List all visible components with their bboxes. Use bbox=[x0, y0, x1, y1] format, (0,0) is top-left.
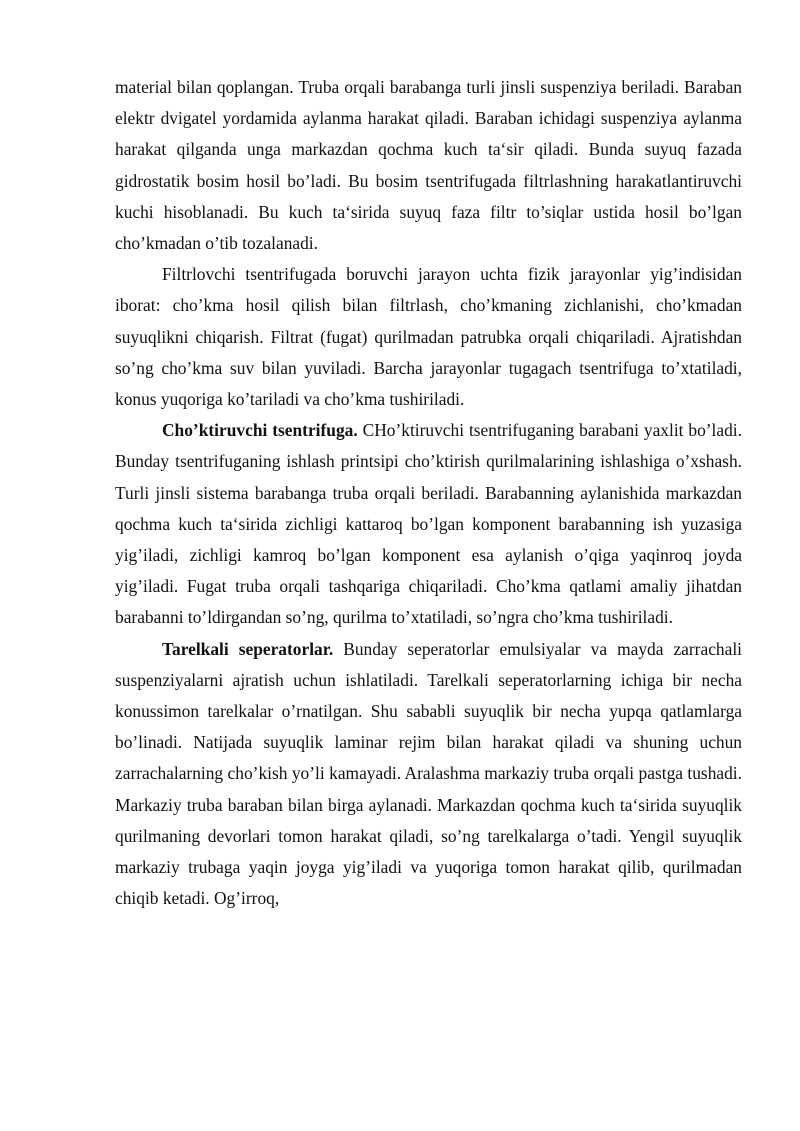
document-body bbox=[115, 72, 742, 914]
paragraph-text: Filtrlovchi tsentrifugada boruvchi jarayon uchta fizik jarayonlar yig’indisidan iborat: cho’kma hosil qilish bilan filtrlash, cho’kmaning zichlanishi, cho’kmadan suyuqlikni chiqarish. Filtrat (fugat) qurilmadan patrubka orqali chiqariladi. Ajratishdan so’ng cho’kma suv bilan yuviladi. Barcha jarayonlar tugagach tsentrifuga to’xtatiladi, konus yuqoriga ko’tariladi va cho’kma tushiriladi. bbox=[115, 264, 742, 410]
term-heading: Cho’ktiruvchi tsentrifuga. bbox=[162, 420, 358, 441]
paragraph-settling-centrifuge bbox=[115, 415, 742, 633]
term-heading: Tarelkali seperatorlar. bbox=[162, 638, 334, 659]
paragraph-text: CHo’ktiruvchi tsentrifuganing barabani yaxlit bo’ladi. Bunday tsentrifuganing ishlash printsipi cho’ktirish qurilmalarining ishlashiga o’xshash. Turli jinsli sistema barabanga truba orqali beriladi. Barabanning aylanishida markazdan qochma kuch ta‘sirida zichligi kattaroq bo’lgan komponent barabanning ish yuzasiga yig’iladi, zichligi kamroq bo’lgan komponent esa aylanish o’qiga yaqinroq joyda yig’iladi. Fugat truba orqali tashqariga chiqariladi. Cho’kma qatlami amaliy jihatdan barabanni to’ldirgandan so’ng, qurilma to’xtatiladi, so’ngra cho’kma tushiriladi. bbox=[115, 420, 742, 628]
paragraph-filtering-process bbox=[115, 259, 742, 415]
paragraph-continuation bbox=[115, 72, 742, 259]
paragraph-disc-separators bbox=[115, 634, 742, 915]
paragraph-text: material bilan qoplangan. Truba orqali barabanga turli jinsli suspenziya beriladi. Baraban elektr dvigatel yordamida aylanma harakat qiladi. Baraban ichidagi suspenziya aylanma harakat qilganda unga markazdan qochma kuch ta‘sir qiladi. Bunda suyuq fazada gidrostatik bosim hosil bo’ladi. Bu bosim tsentrifugada filtrlashning harakatlantiruvchi kuchi hisoblanadi. Bu kuch ta‘sirida suyuq faza filtr to’siqlar ustida hosil bo’lgan cho’kmadan o’tib tozalanadi. bbox=[115, 77, 742, 254]
paragraph-text: Bunday seperatorlar emulsiyalar va mayda zarrachali suspenziyalarni ajratish uchun ishlatiladi. Tarelkali seperatorlarning ichiga bir necha konussimon tarelkalar o’rnatilgan. Shu sababli suyuqlik bir necha yupqa qatlamlarga bo’linadi. Natijada suyuqlik laminar rejim bilan harakat qiladi va shuning uchun zarrachalarning cho’kish yo’li kamayadi. Aralashma markaziy truba orqali pastga tushadi. Markaziy truba baraban bilan birga aylanadi. Markazdan qochma kuch ta‘sirida suyuqlik qurilmaning devorlari tomon harakat qiladi, so’ng tarelkalarga o’tadi. Yengil suyuqlik markaziy trubaga yaqin joyga yig’iladi va yuqoriga tomon harakat qilib, qurilmadan chiqib ketadi. Og’irroq, bbox=[115, 638, 742, 909]
